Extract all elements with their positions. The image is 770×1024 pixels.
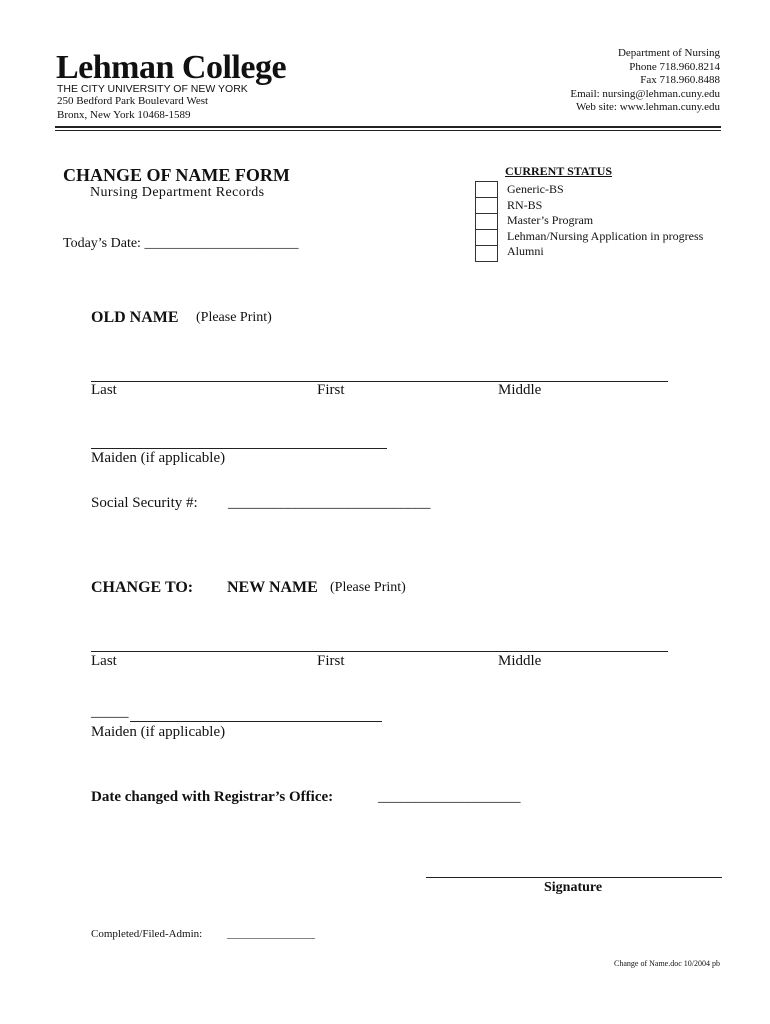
registrar-date-field[interactable]: ___________________ xyxy=(378,789,521,805)
signature-label: Signature xyxy=(544,880,603,895)
old-name-heading: OLD NAME xyxy=(91,309,179,326)
admin-label: Completed/Filed-Admin: xyxy=(91,928,203,940)
department-name: Department of Nursing xyxy=(617,47,720,59)
new-maiden-line[interactable] xyxy=(130,721,382,722)
status-option-application: Lehman/Nursing Application in progress xyxy=(507,229,704,243)
new-maiden-prefix: _____ xyxy=(91,704,129,720)
new-name-heading: NEW NAME xyxy=(227,579,318,596)
department-email[interactable]: Email: nursing@lehman.cuny.edu xyxy=(570,88,720,100)
status-checkbox-alumni[interactable] xyxy=(476,246,497,261)
form-subtitle: Nursing Department Records xyxy=(90,185,265,200)
university-name: THE CITY UNIVERSITY OF NEW YORK xyxy=(57,83,248,95)
admin-field[interactable]: ________________ xyxy=(227,928,315,940)
new-maiden-label: Maiden (if applicable) xyxy=(91,724,226,740)
header-rule-thick xyxy=(55,126,721,128)
current-status-heading: CURRENT STATUS xyxy=(505,164,613,178)
college-name: Lehman College xyxy=(56,49,287,86)
old-last-label: Last xyxy=(91,382,117,398)
status-option-masters: Master’s Program xyxy=(507,213,594,227)
status-checkbox-application[interactable] xyxy=(476,230,497,246)
address-line-2: Bronx, New York 10468-1589 xyxy=(57,109,191,121)
new-last-label: Last xyxy=(91,653,117,669)
registrar-date-label: Date changed with Registrar’s Office: xyxy=(91,789,334,805)
old-name-note: (Please Print) xyxy=(196,310,272,325)
status-option-rn-bs: RN-BS xyxy=(507,198,543,212)
ssn-label: Social Security #: xyxy=(91,495,198,511)
status-option-generic-bs: Generic-BS xyxy=(507,182,564,196)
old-name-line[interactable] xyxy=(91,381,668,382)
new-first-label: First xyxy=(317,653,345,669)
status-option-alumni: Alumni xyxy=(507,244,544,258)
new-name-line[interactable] xyxy=(91,651,668,652)
new-middle-label: Middle xyxy=(498,653,542,669)
status-checkbox-group xyxy=(475,181,498,262)
old-middle-label: Middle xyxy=(498,382,542,398)
signature-line[interactable] xyxy=(426,877,722,878)
status-checkbox-masters[interactable] xyxy=(476,214,497,230)
status-checkbox-generic-bs[interactable] xyxy=(476,182,497,198)
ssn-field[interactable]: ___________________________ xyxy=(228,495,431,511)
department-fax: Fax 718.960.8488 xyxy=(640,74,720,86)
change-to-heading: CHANGE TO: xyxy=(91,579,194,596)
department-website[interactable]: Web site: www.lehman.cuny.edu xyxy=(575,101,720,113)
old-maiden-label: Maiden (if applicable) xyxy=(91,450,226,466)
address-line-1: 250 Bedford Park Boulevard West xyxy=(57,95,209,107)
footer-doc-id: Change of Name.doc 10/2004 pb xyxy=(614,959,720,968)
department-phone: Phone 718.960.8214 xyxy=(629,61,720,73)
form-title: CHANGE OF NAME FORM xyxy=(63,165,290,185)
todays-date-field[interactable]: Today’s Date: ______________________ xyxy=(63,236,299,251)
old-first-label: First xyxy=(317,382,345,398)
status-checkbox-rn-bs[interactable] xyxy=(476,198,497,214)
old-maiden-line[interactable] xyxy=(91,448,387,449)
header-rule-thin xyxy=(55,130,721,131)
new-name-note: (Please Print) xyxy=(330,580,406,595)
